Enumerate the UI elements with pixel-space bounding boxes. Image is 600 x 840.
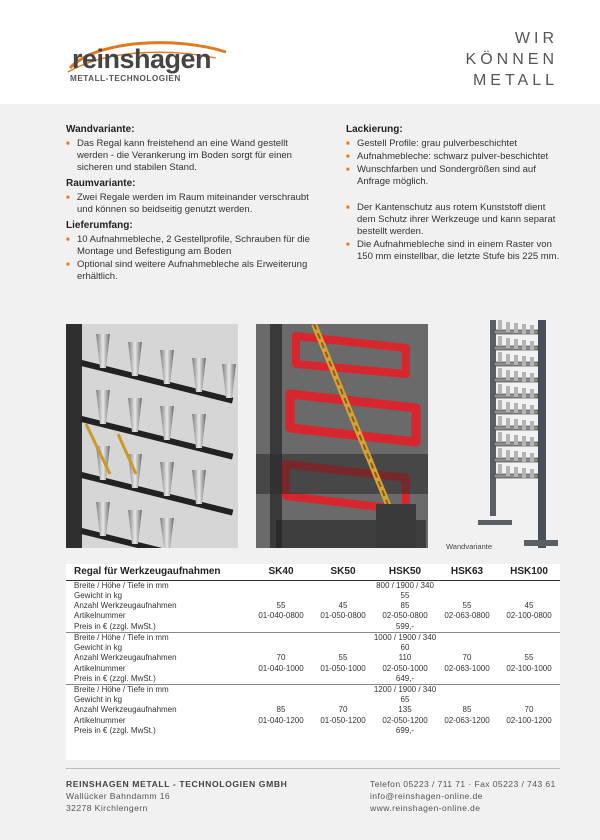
table-cell: 699,- <box>395 726 415 736</box>
tagline-line-1: WIR <box>514 30 558 47</box>
table-cell: 55 <box>276 601 286 611</box>
row-label: Anzahl Werkzeugaufnahmen <box>74 705 177 715</box>
table-cell: 55 <box>524 653 534 663</box>
row-label: Artikelnummer <box>74 663 126 673</box>
left-column <box>66 124 312 287</box>
row-label: Gewicht in kg <box>74 590 123 600</box>
row-label: Artikelnummer <box>74 715 126 725</box>
wandvariante-list <box>66 138 312 174</box>
table-cell: 02-063-1200 <box>444 715 490 725</box>
row-label: Breite / Höhe / Tiefe in mm <box>74 580 169 590</box>
table-cell: 85 <box>276 705 286 715</box>
lieferumfang-list <box>66 234 312 283</box>
right-column <box>346 124 562 267</box>
tagline-line-2: KÖNNEN <box>465 51 558 68</box>
table-cell: 1000 / 1900 / 340 <box>373 632 437 642</box>
list-item: ■ Das Regal kann freistehend an eine Wand gestellt werden - die Verankerung im Boden sorgt für einen sicheren und stabilen Stand. <box>66 138 312 174</box>
table-cell: 1200 / 1900 / 340 <box>373 684 437 694</box>
table-cell: 85 <box>400 601 410 611</box>
table-cell: 01-040-0800 <box>258 611 304 621</box>
table-cell: 02-063-0800 <box>444 611 490 621</box>
table-row <box>66 632 560 643</box>
table-cell: 649,- <box>250 674 560 685</box>
list-item: ■ Der Kantenschutz aus rotem Kunststoff dient dem Schutz ihrer Werkzeuge und kann separat bestellt werden. <box>346 202 562 238</box>
table-cell: 01-050-0800 <box>320 611 366 621</box>
table-cell: 55 <box>462 601 472 611</box>
table-cell: 02-050-1200 <box>382 715 428 725</box>
table-header-row <box>66 564 560 580</box>
table-cell: 85 <box>462 705 472 715</box>
table-cell: 01-050-1000 <box>320 663 366 673</box>
section-title-raumvariante: Raumvariante: <box>66 178 136 189</box>
footer-street: Wallücker Bahndamm 16 <box>66 791 171 801</box>
raumvariante-list <box>66 192 312 216</box>
photo-tool-rack <box>66 324 238 548</box>
footer-phone: Telefon 05223 / 711 71 · Fax 05223 / 743 61 <box>370 779 556 789</box>
table-cell: 55 <box>338 653 348 663</box>
table-row <box>66 580 560 591</box>
table-cell: 60 <box>400 642 410 652</box>
table-row <box>66 622 560 633</box>
row-label: Anzahl Werkzeugaufnahmen <box>74 601 177 611</box>
column-header: HSK63 <box>436 564 498 580</box>
photo-wall-variant-rack <box>472 320 558 548</box>
table-cell: 01-040-1000 <box>258 663 304 673</box>
column-header: SK50 <box>312 564 374 580</box>
table-row <box>66 663 560 673</box>
photo-red-edge-protection <box>256 324 428 548</box>
table-cell: 135 <box>398 705 412 715</box>
row-label: Breite / Höhe / Tiefe in mm <box>74 632 169 642</box>
table-row <box>66 684 560 695</box>
footer-web[interactable]: www.reinshagen-online.de <box>370 803 481 813</box>
section-title-lackierung: Lackierung: <box>346 124 403 135</box>
footer-email[interactable]: info@reinshagen-online.de <box>370 791 483 801</box>
table-cell: 599,- <box>250 622 560 633</box>
table-cell: 02-100-0800 <box>506 611 552 621</box>
list-item: ■ Optional sind weitere Aufnahmebleche als Erweiterung erhältlich. <box>66 259 312 283</box>
tagline-line-3: METALL <box>472 72 558 89</box>
list-item: ■ Wunschfarben und Sondergrößen sind auf Anfrage möglich. <box>346 164 562 188</box>
table-cell: 45 <box>338 601 348 611</box>
table-cell: 01-040-1200 <box>258 715 304 725</box>
footer-contact <box>370 778 566 814</box>
table-cell: 02-100-1000 <box>506 663 552 673</box>
footer-city: 32278 Kirchlengern <box>66 803 148 813</box>
footer-divider <box>66 768 560 769</box>
column-header: HSK50 <box>374 564 436 580</box>
tagline <box>466 28 558 91</box>
table-cell: 02-100-1200 <box>506 715 552 725</box>
table-row <box>66 674 560 685</box>
row-label: Gewicht in kg <box>74 642 123 652</box>
table-cell: 800 / 1900 / 340 <box>376 580 434 590</box>
table-cell: 45 <box>524 601 534 611</box>
table-row <box>66 591 560 601</box>
table-cell: 01-050-1200 <box>320 715 366 725</box>
table-cell: 70 <box>338 705 348 715</box>
page-header <box>0 0 600 104</box>
row-label: Anzahl Werkzeugaufnahmen <box>74 653 177 663</box>
list-item: ■ Zwei Regale werden im Raum miteinander verschraubt und können so beidseitig genutzt werden. <box>66 192 312 216</box>
footer-company: REINSHAGEN METALL - TECHNOLOGIEN GMBH <box>66 779 288 789</box>
footer-address <box>66 778 326 814</box>
photo-caption: Wandvariante <box>446 542 492 551</box>
row-label: Artikelnummer <box>74 611 126 621</box>
column-header: SK40 <box>250 564 312 580</box>
table-cell: 70 <box>524 705 534 715</box>
section-title-lieferumfang: Lieferumfang: <box>66 220 133 231</box>
price-table <box>66 564 560 760</box>
table-row <box>66 653 560 663</box>
table-cell: 70 <box>462 653 472 663</box>
content-panel <box>0 104 600 840</box>
table-cell: 55 <box>400 590 410 600</box>
logo-subline: METALL-TECHNOLOGIEN <box>70 74 181 83</box>
table-row <box>66 643 560 653</box>
table-row <box>66 611 560 621</box>
table-cell: 65 <box>400 695 410 705</box>
table-cell: 02-050-1000 <box>382 663 428 673</box>
table-cell: 02-050-0800 <box>382 611 428 621</box>
column-header: HSK100 <box>498 564 560 580</box>
list-item: ■ 10 Aufnahmebleche, 2 Gestellprofile, Schrauben für die Montage und Befestigung am Boden <box>66 234 312 258</box>
logo-wordmark: reinshagen <box>72 44 212 74</box>
table-cell: 02-063-1000 <box>444 663 490 673</box>
table-cell: 70 <box>276 653 286 663</box>
row-label: Gewicht in kg <box>74 695 123 705</box>
list-item: ■ Die Aufnahmebleche sind in einem Raster von 150 mm einstellbar, die letzte Stufe bis 225 mm. <box>346 239 562 263</box>
table-row <box>66 705 560 715</box>
table-row <box>66 726 560 736</box>
row-label: Breite / Höhe / Tiefe in mm <box>74 684 169 694</box>
table-title: Regal für Werkzeugaufnahmen <box>66 564 250 580</box>
table-row <box>66 601 560 611</box>
section-title-wandvariante: Wandvariante: <box>66 124 135 135</box>
table-row <box>66 716 560 726</box>
row-label: Preis in € (zzgl. MwSt.) <box>66 622 250 633</box>
lackierung-list <box>346 138 562 188</box>
list-item: ■ Aufnahmebleche: schwarz pulver-beschichtet <box>346 151 562 163</box>
table-cell: 110 <box>398 653 412 663</box>
extra-info-list <box>346 202 562 263</box>
company-logo <box>66 38 236 88</box>
row-label: Preis in € (zzgl. MwSt.) <box>66 674 250 685</box>
table-row <box>66 695 560 705</box>
list-item: ■ Gestell Profile: grau pulverbeschichtet <box>346 138 562 150</box>
row-label: Preis in € (zzgl. MwSt.) <box>74 726 156 736</box>
